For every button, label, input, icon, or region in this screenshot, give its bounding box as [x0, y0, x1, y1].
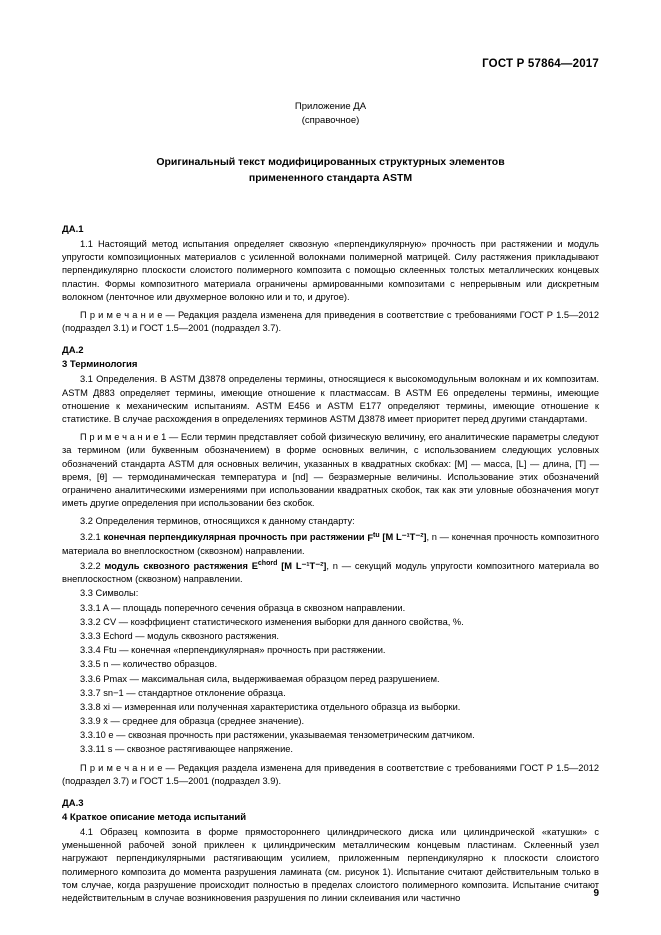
document-title-line1: Оригинальный текст модифицированных структурных элементов	[156, 155, 505, 168]
section-da2-note-2: П р и м е ч а н и е — Редакция раздела изменена для приведения в соответствие с требованиями ГОСТ Р 1.5—2012 (подраздел 3.7) и ГОСТ 1.5—2001 (подраздел 3.9).	[62, 762, 599, 786]
term-3-2-2-num: 3.2.2	[80, 561, 101, 571]
symbol-3-3-11: 3.3.11 s — сквозное растягивающее напряжение.	[80, 744, 294, 755]
section-da3-heading: 4 Краткое описание метода испытаний	[62, 812, 247, 823]
section-da1-note: П р и м е ч а н и е — Редакция раздела изменена для приведения в соответствие с требованиями ГОСТ Р 1.5—2012 (подраздел 3.1) и ГОСТ 1.5—2001 (подраздел 3.7).	[62, 310, 599, 334]
term-3-2-1-bold: конечная перпендикулярная прочность при растяжении	[103, 532, 365, 543]
term-3-2-1-tail: , n — конечная прочность композитного материала во внеплоскостном (сквозном) направлении.	[62, 532, 599, 556]
section-label-da3: ДА.3	[62, 798, 84, 809]
term-3-2-2-bold: модуль сквозного растяжения	[104, 561, 248, 571]
term-3-2-1	[62, 530, 599, 557]
symbol-3-3-1: 3.3.1 A — площадь поперечного сечения образца в сквозном направлении.	[80, 602, 406, 613]
document-title-line2: примененного стандарта ASTM	[248, 171, 413, 184]
symbol-3-3-10: 3.3.10 e — сквозная прочность при растяжении, указываемая тензометрическим датчиком.	[80, 730, 475, 741]
document-title	[62, 154, 599, 187]
section-da2-paragraph-1: 3.1 Определения. В ASTM Д3878 определены термины, относящиеся к высокомодульным волокнам и их композитам. ASTM Д883 определяет термины, имеющие отношение к пластмассам. В ASTM Е6 определены термины, имеющие отношение к механическим испытаниям. ASTM Е456 и ASTM Е177 определяют термины, имеющие отношение к статистике. В случае расхождения в определениях терминов ASTM Д3878 имеет приоритет перед другими стандартами.	[62, 374, 599, 424]
term-3-2-2-dims: [M L⁻¹T⁻²]	[281, 561, 327, 571]
appendix-subtitle: (справочное)	[301, 114, 360, 126]
term-3-2-2	[62, 559, 599, 586]
page-number: 9	[593, 888, 599, 899]
section-label-da2: ДА.2	[62, 345, 84, 357]
term-3-2-2-symbol: $E^{chord}$	[251, 559, 278, 571]
symbol-3-3-8: 3.3.8 xi — измеренная или полученная характеристика отдельного образца из выборки.	[80, 701, 461, 712]
symbol-3-3-5: 3.3.5 n — количество образцов.	[80, 659, 218, 670]
appendix-title: Приложение ДА	[294, 101, 367, 112]
symbol-3-3-9: 3.3.9 x̄ — среднее для образца (среднее значение).	[80, 716, 305, 727]
symbol-3-3-7: 3.3.7 sn−1 — стандартное отклонение образца.	[80, 687, 286, 698]
section-label-da1: ДА.1	[62, 224, 84, 236]
section-da3-paragraph-1: 4.1 Образец композита в форме прямостороннего цилиндрического диска или цилиндрической «катушки» с уменьшенной рабочей зоной приклеен к цилиндрическим металлическим концевым пластинам. Склеенный узел нагружают перпендикулярными растягивающим усилием, приложенным перпендикулярно к плоскости слоистого полимерного композита до момента разрушения ламината (см. рисунок 1). Испытание считают действительным только в том случае, когда разрушение происходит полностью в пределах слоистого полимерного композита. Испытание считают недействительным в случае возникновения разрушения по линии склеивания или частично	[62, 827, 599, 903]
symbol-3-3-3: 3.3.3 Echord — модуль сквозного растяжения.	[80, 630, 279, 641]
symbols-heading: 3.3 Символы:	[80, 588, 139, 599]
section-da2-heading: 3 Терминология	[62, 359, 138, 371]
term-3-2-1-num: 3.2.1	[80, 532, 101, 543]
page-header: ГОСТ Р 57864—2017	[482, 58, 599, 70]
term-3-2-1-dims: [M L⁻¹T⁻²]	[382, 532, 427, 543]
section-da1-paragraph-1: 1.1 Настоящий метод испытания определяет сквозную «перпендикулярную» прочность при растяжении и модуль упругости композиционных материалов с усиленной волокнами полимерной матрицей. Силу растяжения прикладывают перпендикулярно плоскости слоистого полимерного композита с помощью склеенных толстых металлических концевых пластин. Формы композитного материала ограничены армированными композитами с непрерывным или дискретным волокном (ленточное или двухмерное волокно или и то, и другое).	[62, 239, 599, 302]
term-3-2-2-tail: , n — секущий модуль упругости композитного материала во внеплоскостном (сквозном) направлении.	[62, 561, 599, 585]
symbol-3-3-2: 3.3.2 CV — коэффициент статистического изменения выборки для данного свойства, %.	[80, 616, 464, 627]
section-da2-note-1: П р и м е ч а н и е 1 — Если термин представляет собой физическую величину, его аналитические параметры следуют за термином (или буквенным обозначением) в форме основных величин, с использованием следующих условных обозначений стандарта ASTM для основных величин, указанных в квадратных скобках: [M] — масса, [L] — длина, [Т] — время, [θ] — термодинамическая температура и [nd] — безразмерные величины. Использование этих обозначений ограничено аналитическими измерениями при использовании квадратных скобок, так как эти уловные обозначения могут иметь другие определения при использовании без скобок.	[62, 432, 599, 509]
section-da2-paragraph-2: 3.2 Определения терминов, относящихся к данному стандарту:	[80, 516, 355, 527]
term-3-2-1-symbol: $F^{tu}$	[367, 531, 380, 543]
symbol-3-3-4: 3.3.4 Ftu — конечная «перпендикулярная» прочность при растяжении.	[80, 645, 386, 656]
symbol-3-3-6: 3.3.6 Pmax — максимальная сила, выдерживаемая образцом перед разрушением.	[80, 673, 440, 684]
